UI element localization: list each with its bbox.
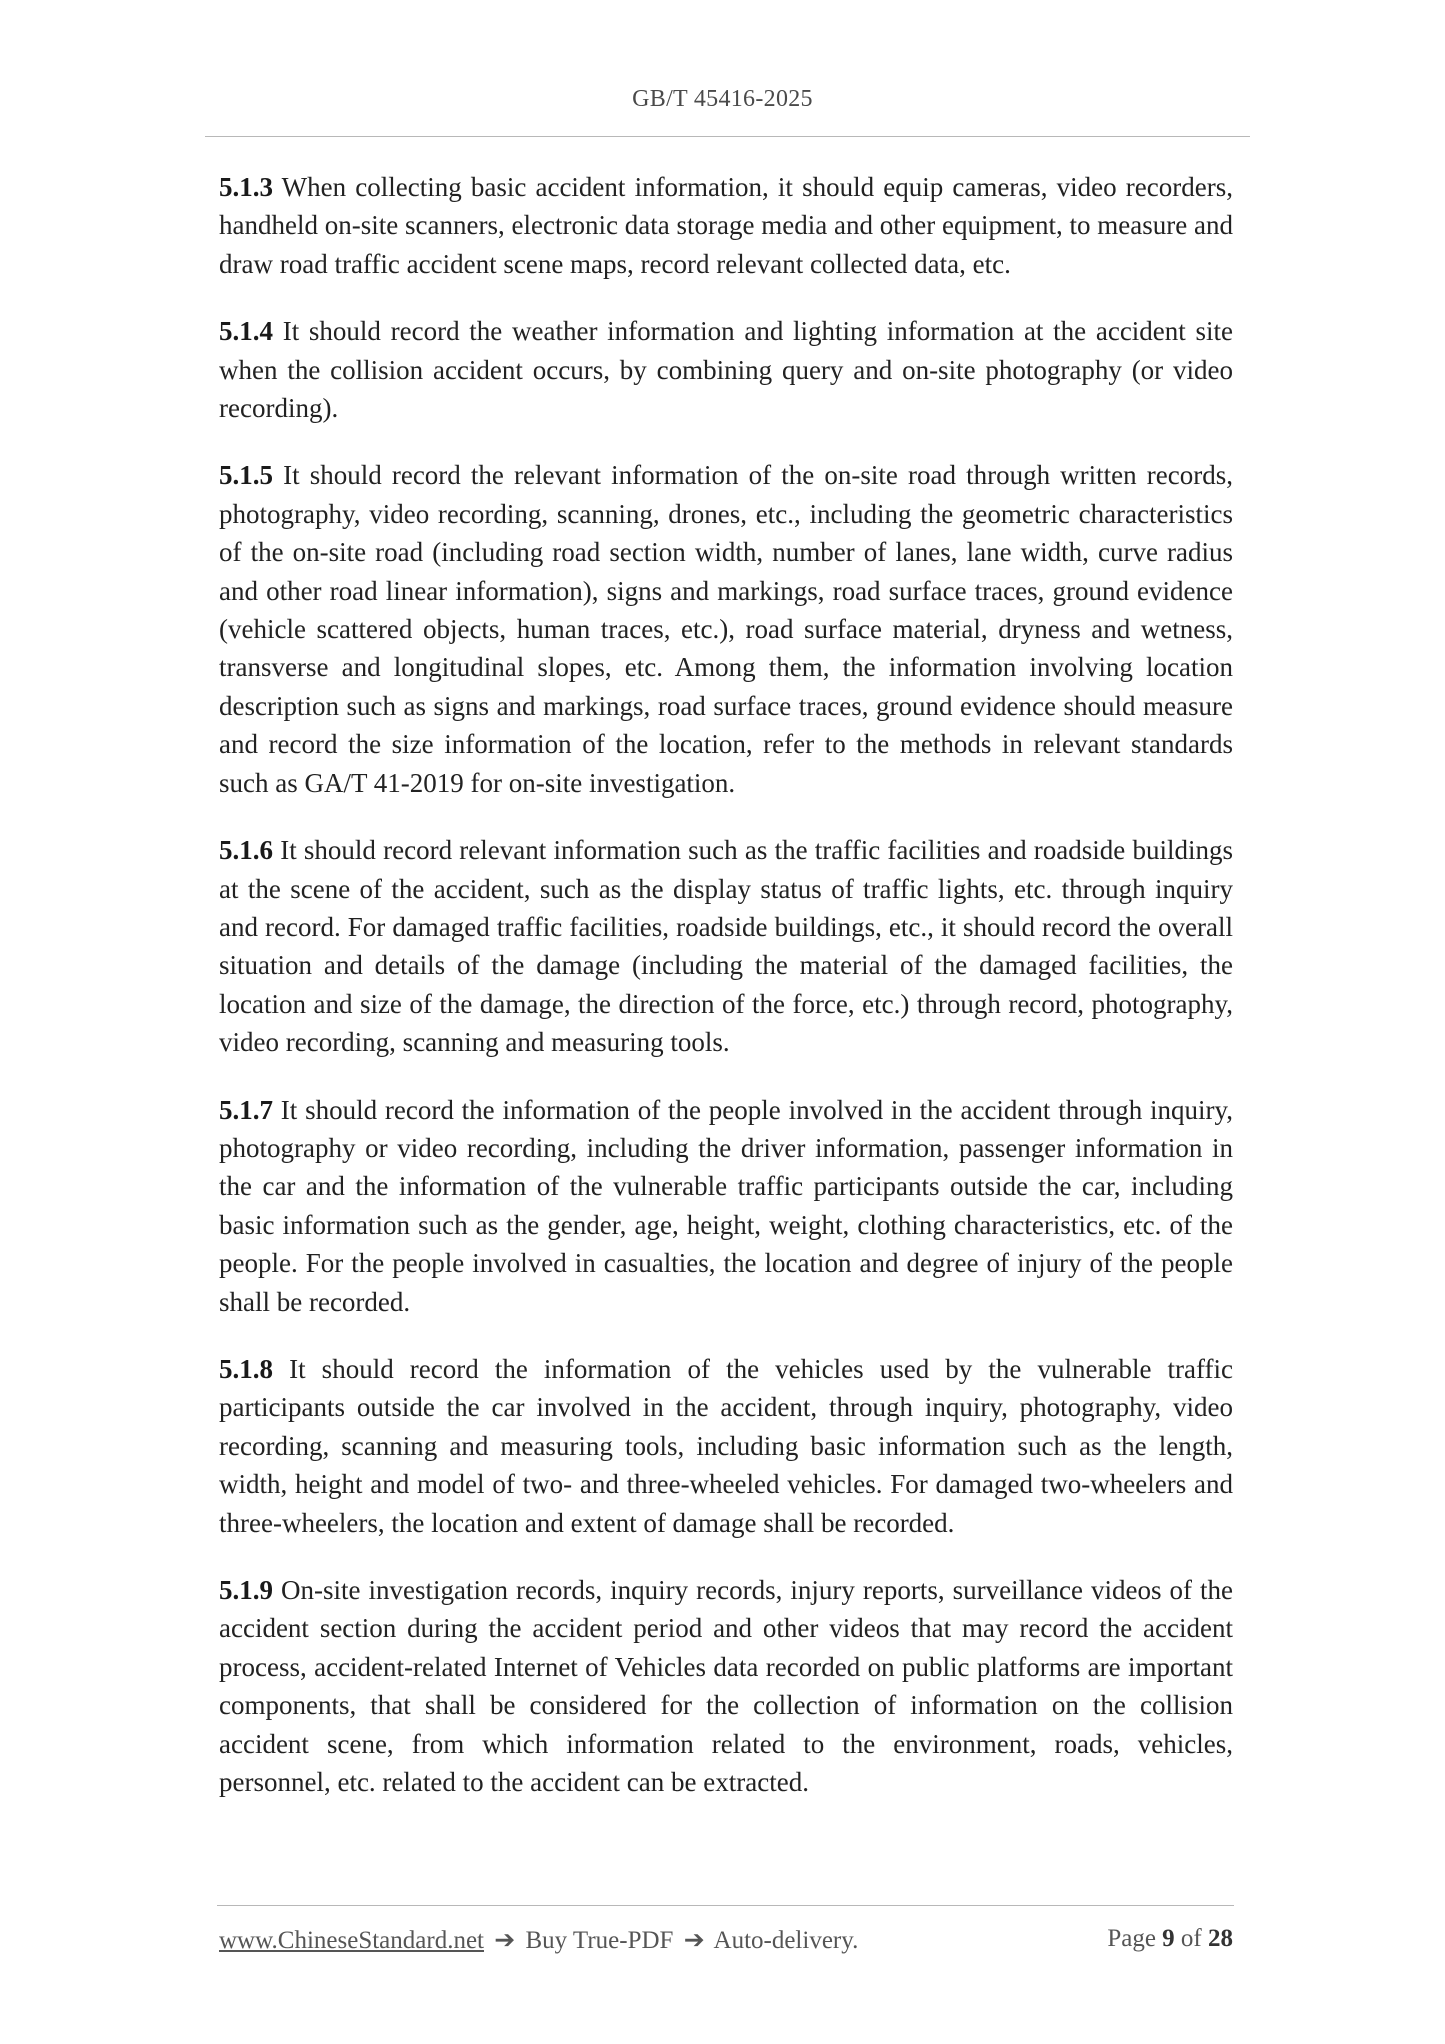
clause-number: 5.1.5 — [219, 460, 273, 491]
clause-5-1-9 — [219, 1571, 1233, 1801]
page-indicator — [1107, 1925, 1233, 1953]
page-footer — [219, 1925, 1233, 1959]
document-body — [219, 168, 1233, 1830]
clause-text: It should record the weather information and lighting information at the accident site when the collision accident occurs, by combining query and on-site photography (or video recording). — [219, 316, 1233, 424]
document-code-header: GB/T 45416-2025 — [632, 86, 813, 112]
clause-text: When collecting basic accident information, it should equip cameras, video recorders, handheld on-site scanners, electronic data storage media and other equipment, to measure and draw road traffic accident scene maps, record relevant collected data, etc. — [219, 172, 1233, 279]
clause-5-1-5 — [219, 456, 1233, 802]
clause-text: It should record the relevant information of the on-site road through written records, photography, video recording, scanning, drones, etc., including the geometric characteristics of the on-site road (including road section width, number of lanes, lane width, curve radius and other road linear information), signs and markings, road surface traces, ground evidence (vehicle scattered objects, human traces, etc.), road surface material, dryness and wetness, transverse and longitudinal slopes, etc. Among them, the information involving location description such as signs and markings, road surface traces, ground evidence should measure and record the size information of the location, refer to the methods in relevant standards such as GA/T 41-2019 for on-site investigation. — [219, 460, 1233, 798]
clause-number: 5.1.4 — [219, 316, 273, 347]
auto-delivery-text: Auto-delivery. — [713, 1927, 859, 1954]
clause-text: On-site investigation records, inquiry records, injury reports, surveillance videos of the accident section during the accident period and other videos that may record the accident process, accident-related Internet of Vehicles data recorded on public platforms are important components, that shall be considered for the collection of information on the collision accident scene, from which information related to the environment, roads, vehicles, personnel, etc. related to the accident can be extracted. — [219, 1575, 1233, 1798]
clause-number: 5.1.3 — [219, 172, 273, 202]
header-divider — [205, 136, 1250, 137]
of-word: of — [1180, 1925, 1202, 1952]
clause-text: It should record the information of the vehicles used by the vulnerable traffic participants outside the car involved in the accident, through inquiry, photography, video recording, scanning and measuring tools, including basic information such as the length, width, height and model of two- and three-wheeled vehicles. For damaged two-wheelers and three-wheelers, the location and extent of damage shall be recorded. — [219, 1353, 1233, 1538]
website-link[interactable]: www.ChineseStandard.net — [219, 1927, 484, 1954]
clause-number: 5.1.7 — [219, 1094, 273, 1125]
page-number: 9 — [1162, 1925, 1175, 1952]
clause-number: 5.1.6 — [219, 835, 273, 866]
arrow-right-icon: ➔ — [683, 1927, 705, 1954]
page-word: Page — [1107, 1925, 1156, 1952]
clause-5-1-8 — [219, 1350, 1233, 1542]
clause-number: 5.1.9 — [219, 1575, 273, 1605]
clause-5-1-3 — [219, 168, 1233, 283]
page-total: 28 — [1208, 1925, 1233, 1952]
clause-text: It should record relevant information such as the traffic facilities and roadside buildings at the scene of the accident, such as the display status of traffic lights, etc. through inquiry and record. For damaged traffic facilities, roadside buildings, etc., it should record the overall situation and details of the damage (including the material of the damaged facilities, the location and size of the damage, the direction of the force, etc.) through record, photography, video recording, scanning and measuring tools. — [219, 835, 1233, 1058]
arrow-right-icon: ➔ — [494, 1927, 516, 1954]
clause-number: 5.1.8 — [219, 1353, 273, 1384]
clause-5-1-7 — [219, 1091, 1233, 1321]
clause-5-1-6 — [219, 831, 1233, 1061]
clause-5-1-4 — [219, 312, 1233, 427]
footer-promo — [219, 1925, 858, 1955]
footer-divider — [217, 1905, 1234, 1906]
clause-text: It should record the information of the people involved in the accident through inquiry, photography or video recording, including the driver information, passenger information in the car and the information of the vulnerable traffic participants outside the car, including basic information such as the gender, age, height, weight, clothing characteristics, etc. of the people. For the people involved in casualties, the location and degree of injury of the people shall be recorded. — [219, 1094, 1233, 1317]
buy-true-pdf-text: Buy True-PDF — [525, 1927, 674, 1954]
